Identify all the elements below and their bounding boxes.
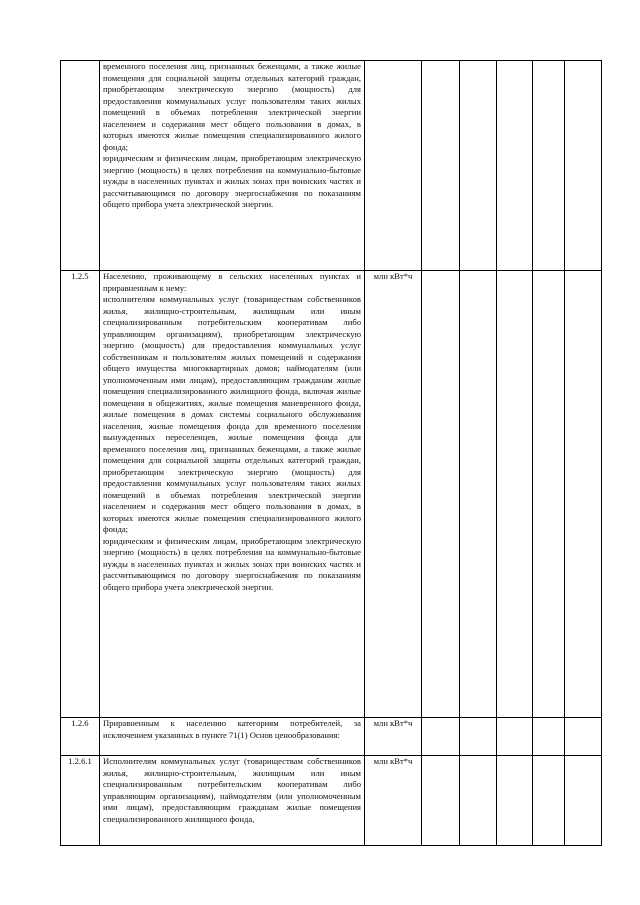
row-description <box>100 718 365 756</box>
value-cell <box>460 61 497 271</box>
value-cell <box>565 718 602 756</box>
description-paragraph: юридическим и физическим лицам, приобретающим электрическую энергию (мощность) в целях потребления на коммунально-бытовые нужды в населенных пунктах и жилых зонах при воинских частях и рассчитывающимся по договору энергоснабжения по показаниям общего прибора учета электрической энергии. <box>103 535 361 592</box>
row-number: 1.2.6 <box>61 718 100 756</box>
row-description <box>100 271 365 718</box>
value-cell <box>533 61 565 271</box>
row-number <box>61 61 100 271</box>
row-unit: млн кВт*ч <box>365 271 422 718</box>
description-paragraph: Населению, проживающему в сельских населенных пунктах и приравненным к нему: <box>103 271 361 293</box>
value-cell <box>422 756 460 846</box>
row-description <box>100 756 365 846</box>
tariff-table <box>60 60 602 846</box>
description-paragraph: юридическим и физическим лицам, приобретающим электрическую энергию (мощность) в целях потребления на коммунально-бытовые нужды в населенных пунктах и жилых зонах при воинских частях и рассчитывающимся по договору энергоснабжения по показаниям общего прибора учета электрической энергии. <box>103 153 361 209</box>
description-paragraph: Приравненным к населению категориям потребителей, за исключением указанных в пункте 71(1) Основ ценообразования: <box>103 718 361 740</box>
table-row <box>61 756 602 846</box>
row-unit: млн кВт*ч <box>365 718 422 756</box>
value-cell <box>497 61 533 271</box>
value-cell <box>533 718 565 756</box>
value-cell <box>460 718 497 756</box>
row-number: 1.2.6.1 <box>61 756 100 846</box>
value-cell <box>497 271 533 718</box>
value-cell <box>422 271 460 718</box>
value-cell <box>533 756 565 846</box>
value-cell <box>565 756 602 846</box>
row-unit <box>365 61 422 271</box>
value-cell <box>460 756 497 846</box>
table-row <box>61 61 602 271</box>
row-number: 1.2.5 <box>61 271 100 718</box>
description-paragraph: исполнителям коммунальных услуг (товариществам собственников жилья, жилищно-строительным, жилищным или иным специализированным потребительским кооперативам либо управляющим организациям), приобретающим электрическую энергию (мощность) для предоставления коммунальных услуг собственникам и пользователям жилых помещений и содержания общего имущества многоквартирных домов; наймодателям (или уполномоченным ими лицам), предоставляющим гражданам жилые помещения специализированного жилищного фонда, включая жилые помещения в общежитиях, жилые помещения маневренного фонда, жилые помещения в домах системы социального обслуживания населения, жилые помещения фонда для временного поселения вынужденных переселенцев, жилые помещения фонда для временного поселения лиц, признанных беженцами, а также жилые помещения для социальной защиты отдельных категорий граждан, приобретающим электрическую энергию (мощность) для предоставления коммунальных услуг пользователям таких жилых помещений в объемах потребления электрической энергии населением и содержания мест общего пользования в домах, в которых имеются жилые помещения специализированного жилого фонда; <box>103 294 361 534</box>
description-paragraph: Исполнителям коммунальных услуг (товариществам собственников жилья, жилищно-строительным, жилищным или иным специализированным потребительским кооперативам либо управляющим организациям), наймодателям (или уполномоченным ими лицам), предоставляющим гражданам жилые помещения специализированного жилищного фонда, <box>103 756 361 824</box>
value-cell <box>565 61 602 271</box>
value-cell <box>533 271 565 718</box>
value-cell <box>422 61 460 271</box>
description-paragraph: временного поселения лиц, признанных беженцами, а также жилые помещения для социальной защиты отдельных категорий граждан, приобретающим электрическую энергию (мощность) для предоставления коммунальных услуг пользователям таких жилых помещений в объемах потребления электрической энергии населением и содержания мест общего пользования в домах, в которых имеются жилые помещения специализированного жилого фонда; <box>103 61 361 152</box>
table-row <box>61 271 602 718</box>
value-cell <box>497 756 533 846</box>
table-row <box>61 718 602 756</box>
value-cell <box>565 271 602 718</box>
value-cell <box>460 271 497 718</box>
value-cell <box>497 718 533 756</box>
row-description <box>100 61 365 271</box>
row-unit: млн кВт*ч <box>365 756 422 846</box>
value-cell <box>422 718 460 756</box>
